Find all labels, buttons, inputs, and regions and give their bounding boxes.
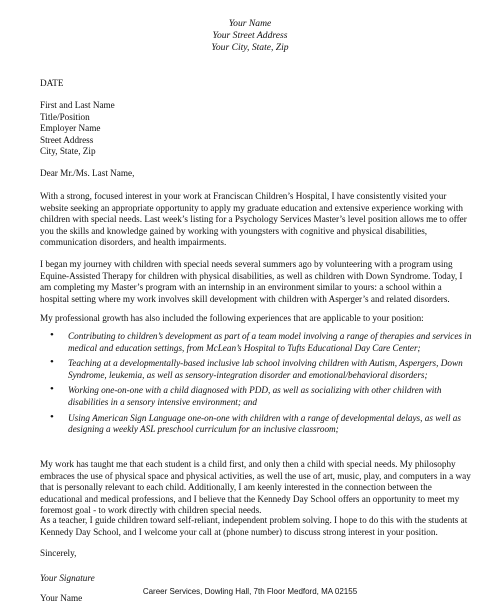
experience-list <box>40 331 472 440</box>
letter-date: DATE <box>40 78 64 88</box>
salutation: Dear Mr./Ms. Last Name, <box>40 168 135 178</box>
signature: Your Signature <box>40 573 95 583</box>
recipient-title: Title/Position <box>40 111 90 122</box>
signature-name: Your Name <box>40 593 83 603</box>
recipient-address-block <box>40 100 472 158</box>
sender-name: Your Name <box>228 18 272 29</box>
recipient-city: City, State, Zip <box>40 146 96 157</box>
list-item: • Working one-on-one with a child diagnosed with PDD, as well as socializing with other children with disabilities in a sensory intensive environment; and <box>40 385 472 408</box>
footer-address: Career Services, Dowling Hall, 7th Floor Medford, MA 02155 <box>142 587 358 596</box>
list-item: • Using American Sign Language one-on-one with children with a range of developmental delays, as well as designing a weekly ASL preschool curriculum for an inclusive classroom; <box>40 413 472 436</box>
paragraph-experience-lead: My professional growth has also included the following experiences that are applicable to your position: <box>40 313 424 323</box>
recipient-name: First and Last Name <box>40 100 115 110</box>
recipient-street: Street Address <box>40 134 94 145</box>
paragraph-philosophy: My work has taught me that each student is a child first, and only then a child with special needs. My philosophy embraces the use of physical space and physical activities, as well the use of art, music, play, and computers in a way that is personally relevant to each child. Additionally, I am keenly interested in the connection between the educational and medical professions, and I believe that the Kennedy Day School offers an opportunity to meet my foremost goal - to work directly with children special needs. <box>40 459 471 516</box>
list-item: • Teaching at a developmentally-based inclusive lab school involving children with Autism, Aspergers, Down Syndrome, leukemia, as well as sensory-integration disorder and emotional/behavioral disorders; <box>40 358 472 381</box>
closing-line: Sincerely, <box>40 548 77 558</box>
paragraph-closing: As a teacher, I guide children toward self-reliant, independent problem solving. I hope to do this with the students at Kennedy Day School, and I welcome your call at (phone number) to discuss strong interest in your position. <box>40 515 468 537</box>
sender-street: Your Street Address <box>212 30 288 41</box>
paragraph-intro: With a strong, focused interest in your work at Franciscan Children’s Hospital, I have consistently visited your website seeking an appropriate opportunity to apply my graduate education and extensive experience working with children with special needs. Last week’s listing for a Psychology Services Master’s level position allows me to offer you the skills and knowledge gained by working with youngsters with cognitive and physical disabilities, communication disorders, and health impairments. <box>40 191 467 248</box>
list-item: • Contributing to children’s development as part of a team model involving a range of therapies and services in medical and education settings, from McLean’s Hospital to Tufts Educational Day Care Center; <box>40 331 472 354</box>
recipient-employer: Employer Name <box>40 123 101 134</box>
paragraph-journey: I began my journey with children with special needs several summers ago by volunteering with a program using Equine-Assisted Therapy for children with physical disabilities, as well as children with Down Syndrome. Today, I am completing my Master’s program with an internship in an environment similar to yours: a school within a hospital setting where my work involves skill development with children with Asperger’s and related disorders. <box>40 259 463 304</box>
sender-address-block <box>0 18 500 54</box>
sender-city: Your City, State, Zip <box>211 42 289 53</box>
